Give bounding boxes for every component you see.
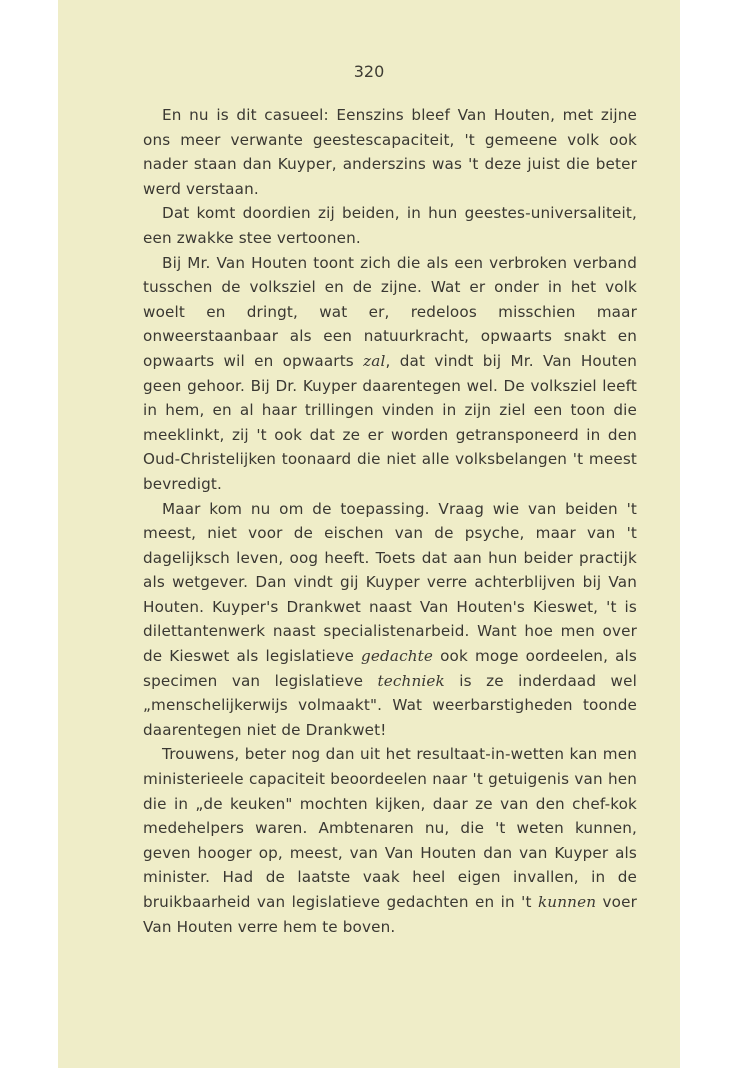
body-text — [143, 103, 637, 939]
paragraph — [143, 201, 637, 250]
emphasis: kunnen — [537, 893, 597, 911]
paragraph-text: ook moge oordeelen, als specimen van legislatieve — [143, 647, 637, 690]
page-number: 320 — [353, 62, 385, 81]
book-page — [58, 0, 680, 1068]
paragraph-text: En nu is dit casueel: Eenszins bleef Van Houten, met zijne ons meer verwante geestescapaciteit, 't gemeene volk ook nader staan dan Kuyper, anderszins was 't deze juist die beter werd verstaan. — [143, 106, 637, 198]
paragraph — [143, 103, 637, 201]
paragraph-text: Maar kom nu om de toepassing. Vraag wie van beiden 't meest, niet voor de eischen van de psyche, maar van 't dagelijksch leven, oog heeft. Toets dat aan hun beider practijk als wetgever. Dan vindt gij Kuyper verre achterblijven bij Van Houten. Kuyper's Drankwet naast Van Houten's Kieswet, 't is dilettantenwerk naast specialistenarbeid. Want hoe men over de Kieswet als legislatieve — [143, 499, 637, 666]
paragraph — [143, 251, 637, 497]
emphasis: zal — [363, 351, 386, 370]
emphasis: gedachte — [361, 647, 434, 666]
paragraph-text: Dat komt doordien zij beiden, in hun geestes-universaliteit, een zwakke stee vertoonen. — [143, 204, 637, 247]
paragraph-text: Bij Mr. Van Houten toont zich die als een verbroken verband tusschen de volksziel en de zijne. Wat er onder in het volk woelt en dringt, wat er, redeloos misschien maar onweerstaanbaar als een natuurkracht, opwaarts snakt en opwaarts wil en opwaarts — [143, 253, 637, 370]
emphasis: techniek — [377, 671, 445, 690]
paragraph — [143, 742, 637, 939]
paragraph-text: is ze inderdaad wel „menschelijkerwijs volmaakt". Wat weerbarstigheden toonde daarentegen niet de Drankwet! — [143, 671, 637, 739]
paragraph-text: Trouwens, beter nog dan uit het resultaat-in-wetten kan men ministerieele capaciteit beoordeelen naar 't getuigenis van hen die in „de keuken" mochten kijken, daar ze van den chef-kok medehelpers waren. Ambtenaren nu, die 't weten kunnen, geven hooger op, meest, van Van Houten dan van Kuyper als minister. Had de laatste vaak heel eigen invallen, in de bruikbaarheid van legislatieve gedachten en in 't — [143, 745, 637, 911]
paragraph-text: , dat vindt bij Mr. Van Houten geen gehoor. Bij Dr. Kuyper daarentegen wel. De volksziel leeft in hem, en al haar trillingen vinden in zijn ziel een toon die meeklinkt, zij 't ook dat ze er worden getransponeerd in den Oud-Christelijken toonaard die niet alle volksbelangen 't meest bevredigt. — [143, 351, 637, 493]
paragraph-text: voer Van Houten verre hem te boven. — [143, 893, 637, 936]
paragraph — [143, 497, 637, 743]
